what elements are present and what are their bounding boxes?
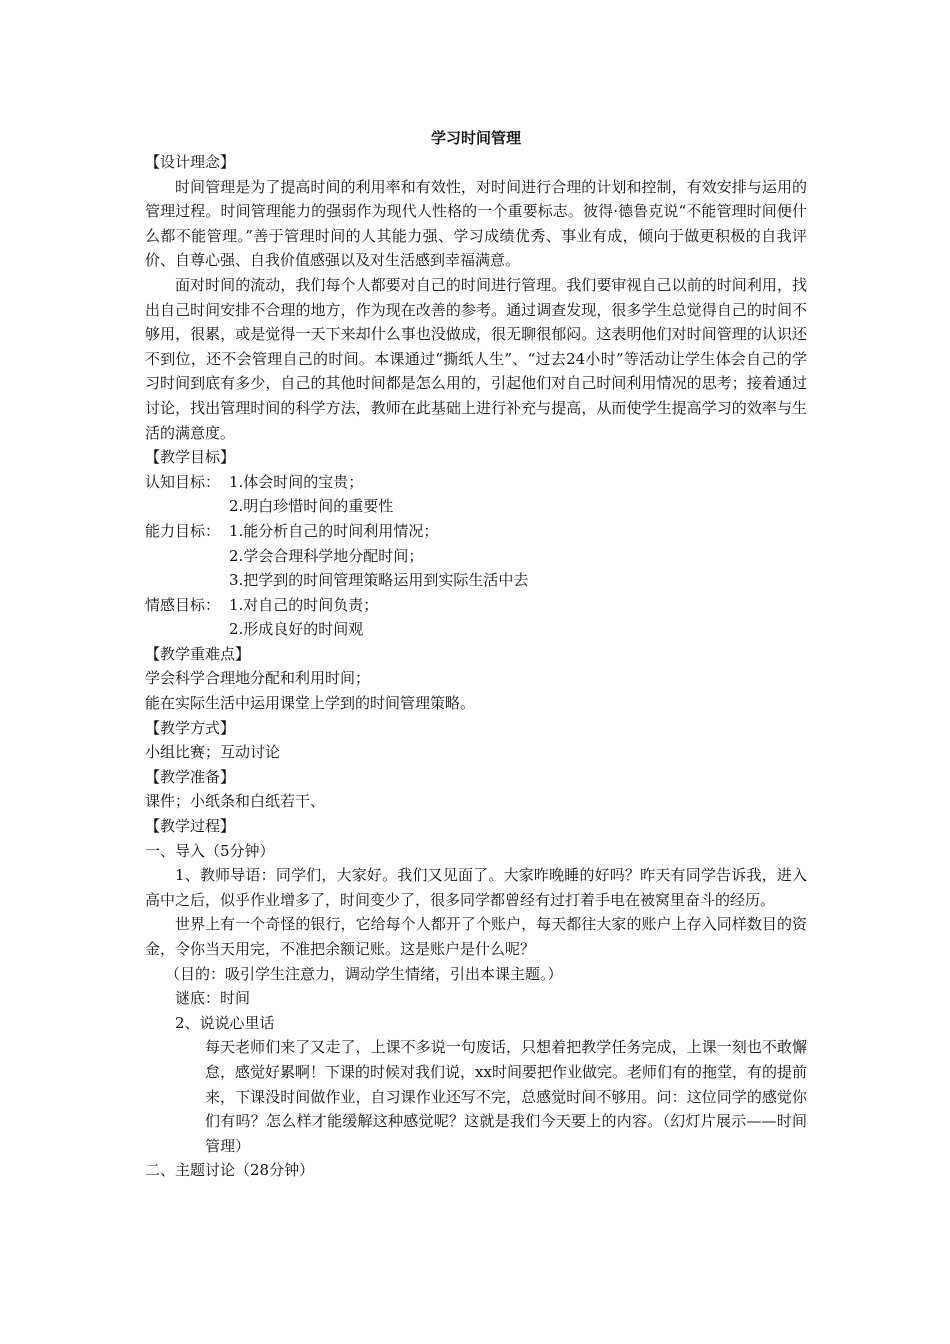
goal-label: 情感目标： [145,595,221,614]
paragraph: 1、教师导语：同学们，大家好。我们又见面了。大家昨晚睡的好吗？昨天有同学告诉我，进入高中之后，似乎作业增多了，时间变少了，很多同学都曾经有过打着手电在被窝里奋斗的经历。 [145,866,807,909]
goal-item: 1.体会时间的宝贵； [229,472,364,491]
goal-item: 3.把学到的时间管理策略运用到实际生活中去 [229,571,529,590]
paragraph: 能在实际生活中运用课堂上学到的时间管理策略。 [145,694,476,713]
paragraph: 谜底：时间 [175,989,251,1008]
section-heading-goals: 【教学目标】 [145,448,236,467]
section-heading-method: 【教学方式】 [145,718,236,737]
paragraph: 面对时间的流动，我们每个人都要对自己的时间进行管理。我们要审视自己以前的时间利用，找出自己时间安排不合理的地方，作为现在改善的参考。通过调查发现，很多学生总觉得自己的时间不够用，很累，或是觉得一天下来却什么事也没做成，很无聊很郁闷。这表明他们对时间管理的认识还不到位，还不会管理自己的时间。本课通过“撕纸人生”、“过去24小时”等活动让学生体会自己的学习时间到底有多少，自己的其他时间都是怎么用的，引起他们对自己时间利用情况的思考；接着通过讨论，找出管理时间的科学方法，教师在此基础上进行补充与提高，从而使学生提高学习的效率与生活的满意度。 [145,275,807,442]
goal-item: 1.对自己的时间负责； [229,595,379,614]
step-heading: 一、导入（5分钟） [145,841,275,860]
goal-item: 2.明白珍惜时间的重要性 [229,497,394,516]
paragraph: 学会科学合理地分配和利用时间； [145,669,371,688]
goal-row [145,470,807,495]
section-heading-key-points: 【教学重难点】 [145,644,251,663]
goal-item: 2.形成良好的时间观 [229,620,364,639]
goal-label: 认知目标： [145,472,221,491]
goal-label: 能力目标： [145,521,221,540]
step-heading: 二、主题讨论（28分钟） [145,1161,315,1180]
paragraph: 每天老师们来了又走了，上课不多说一句废话，只想着把教学任务完成，上课一刻也不敢懈怠，感觉好累啊！下课的时候对我们说，xx时间要把作业做完。老师们有的拖堂，有的提前来，下课没时间做作业，自习课作业还写不完，总感觉时间不够用。问：这位同学的感觉你们有吗？怎么样才能缓解这种感觉呢？这就是我们今天要上的内容。（幻灯片展示——时间管理） [205,1038,807,1155]
section-heading-design: 【设计理念】 [145,153,236,171]
paragraph: 时间管理是为了提高时间的利用率和有效性，对时间进行合理的计划和控制，有效安排与运用的管理过程。时间管理能力的强弱作为现代人性格的一个重要标志。彼得·德鲁克说“不能管理时间便什么都不能管理。”善于管理时间的人其能力强、学习成绩优秀、事业有成，倾向于做更积极的自我评价、自尊心强、自我价值感强以及对生活感到幸福满意。 [145,177,807,270]
section-heading-process: 【教学过程】 [145,817,236,836]
goal-row [145,593,807,618]
goal-item: 2.学会合理科学地分配时间； [229,546,424,565]
paragraph: 世界上有一个奇怪的银行，它给每个人都开了个账户，每天都往大家的账户上存入同样数目的资金，令你当天用完，不准把余额记账。这是账户是什么呢？ [145,915,807,958]
document-title: 学习时间管理 [430,129,521,147]
sub-heading: 2、说说心里话 [175,1013,275,1032]
goal-row [145,519,807,544]
document-body [145,126,807,1183]
paragraph: 课件；小纸条和白纸若干、 [145,792,326,811]
note: （目的：吸引学生注意力，调动学生情绪，引出本课主题。） [165,964,563,983]
goal-item: 1.能分析自己的时间利用情况； [229,521,439,540]
section-heading-preparation: 【教学准备】 [145,767,236,786]
paragraph: 小组比赛；互动讨论 [145,743,281,762]
